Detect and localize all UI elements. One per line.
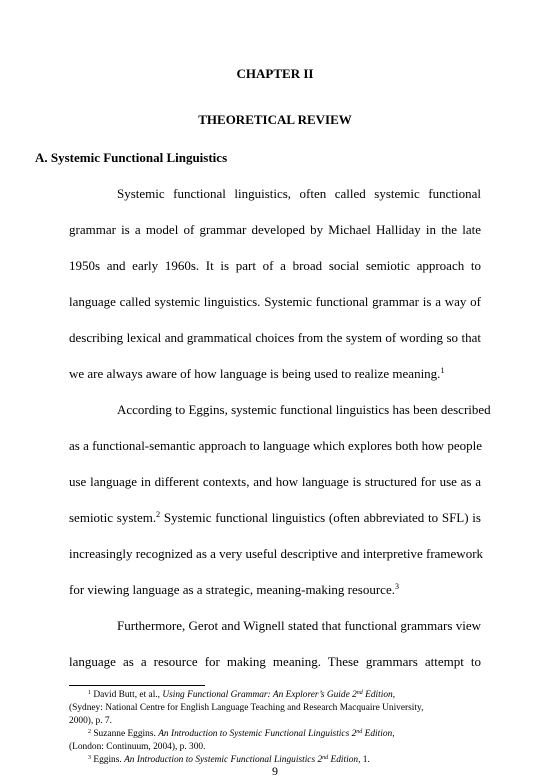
section-heading: A. Systemic Functional Linguistics bbox=[35, 150, 228, 165]
text-line: as a functional-semantic approach to language which explores both how people bbox=[69, 438, 482, 453]
text-line: for viewing language as a strategic, meaning-making resource.$^3$ bbox=[69, 582, 399, 597]
text-line: use language in different contexts, and how language is structured for use as a bbox=[69, 474, 481, 489]
text-line: According to Eggins, systemic functional linguistics has been described bbox=[117, 402, 491, 417]
page-number: 9 bbox=[272, 764, 278, 778]
text-line: 1950s and early 1960s. It is part of a broad social semiotic approach to bbox=[69, 258, 481, 273]
text-line: language as a resource for making meaning. These grammars attempt to bbox=[69, 654, 481, 669]
chapter-title: THEORETICAL REVIEW bbox=[198, 112, 352, 127]
text-line: Furthermore, Gerot and Wignell stated that functional grammars view bbox=[117, 618, 481, 633]
text-line: grammar is a model of grammar developed by Michael Halliday in the late bbox=[69, 222, 481, 237]
text-line: increasingly recognized as a very useful descriptive and interpretive framework bbox=[69, 546, 484, 561]
text-line: Systemic functional linguistics, often called systemic functional bbox=[117, 186, 481, 201]
footnote-1-line-3: 2000), p. 7. bbox=[69, 716, 112, 726]
text-line: describing lexical and grammatical choices from the system of wording so that bbox=[69, 330, 481, 345]
chapter-label: CHAPTER II bbox=[236, 66, 314, 81]
footnote-1-line-2: (Sydney: National Centre for English Language Teaching and Research Macquaire University, bbox=[69, 703, 424, 713]
text-line: semiotic system.$^2$ Systemic functional linguistics (often abbreviated to SFL) is bbox=[69, 510, 481, 525]
footnote-divider bbox=[69, 685, 205, 686]
footnote-ref: 2 bbox=[156, 510, 161, 519]
text-line: language called systemic linguistics. Systemic functional grammar is a way of bbox=[69, 294, 481, 309]
footnote-ref: 1 bbox=[440, 366, 445, 375]
footnote-2: $^2$ Suzanne Eggins. An Introduction to Systemic Functional Linguistics 2nd Edition, bbox=[88, 729, 395, 739]
footnote-3: $^3$ Eggins. An Introduction to Systemic Functional Linguistics 2nd Edition, 1. bbox=[88, 755, 370, 765]
footnote-1: $^1$ David Butt, et al., Using Functional Grammar: An Explorer’s Guide 2nd Edition, bbox=[88, 690, 396, 700]
text-line: we are always aware of how language is being used to realize meaning.$^1$ bbox=[69, 366, 445, 381]
footnote-2-line-2: (London: Continuum, 2004), p. 300. bbox=[69, 742, 206, 752]
footnote-ref: 3 bbox=[394, 582, 399, 591]
